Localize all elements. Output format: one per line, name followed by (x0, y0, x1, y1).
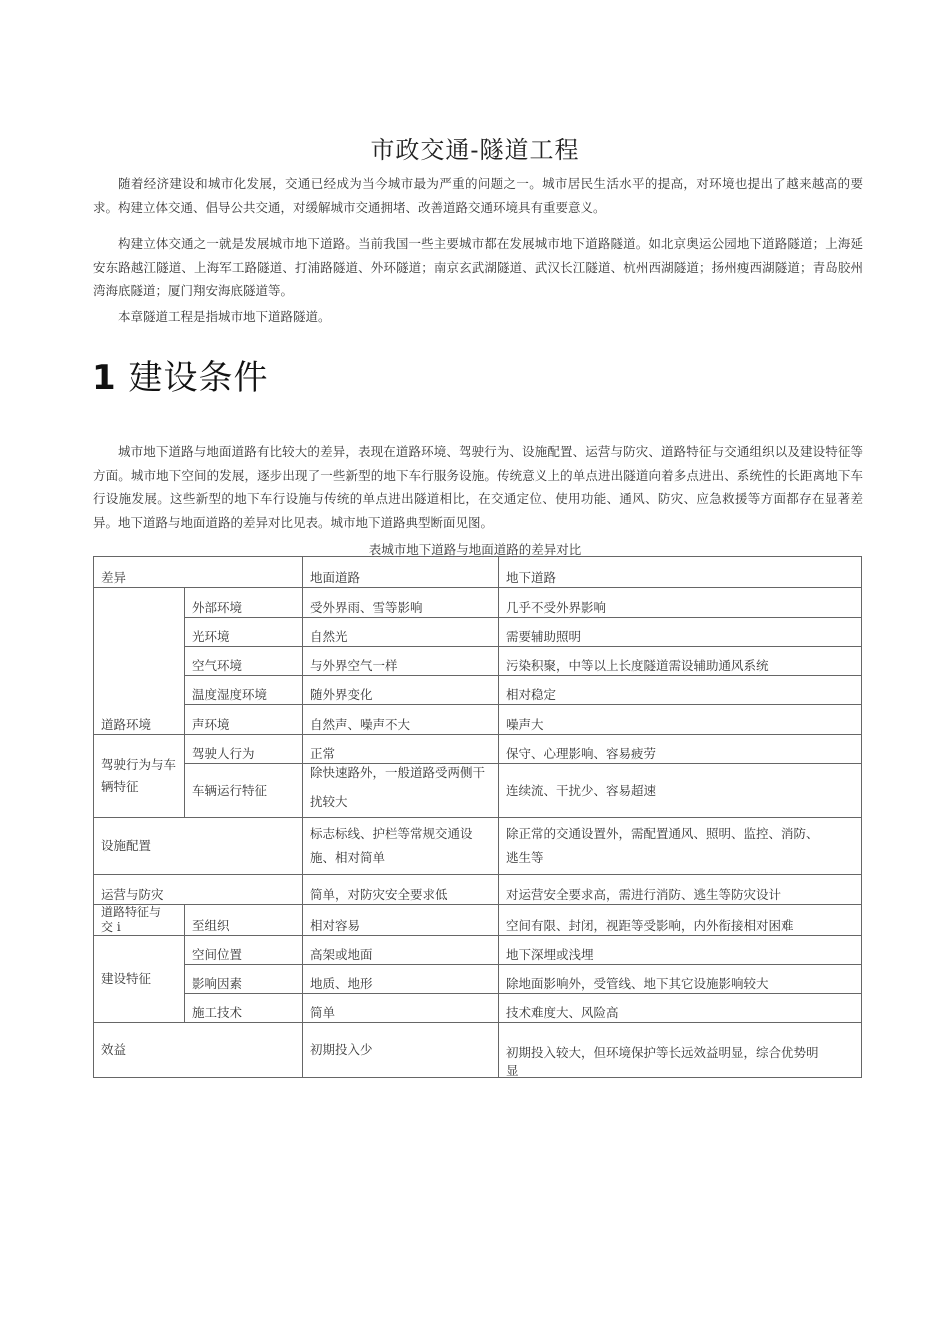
sub-label: 外部环境 (185, 588, 303, 618)
header-underground: 地下道路 (499, 557, 862, 588)
surface-cell: 高架或地面 (303, 936, 499, 965)
document-title: 市政交通-隧道工程 (370, 136, 580, 164)
underground-cell: 除地面影响外，受管线、地下其它设施影响较大 (499, 965, 862, 994)
underground-cell (499, 1023, 862, 1078)
underground-cell: 技术难度大、风险高 (499, 994, 862, 1023)
header-surface: 地面道路 (303, 557, 499, 588)
section-title: 建设条件 (128, 358, 269, 398)
table-row (94, 1023, 862, 1078)
surface-cell: 自然声、噪声不大 (303, 705, 499, 735)
underground-cell: 连续流、干扰少、容易超速 (499, 764, 862, 818)
underground-cell: 污染积聚，中等以上长度隧道需设辅助通风系统 (499, 647, 862, 676)
surface-line2: 施、相对简单 (310, 850, 386, 865)
group-road-feature-line2: 交 i (101, 920, 121, 934)
surface-cell: 相对容易 (303, 905, 499, 936)
underground-line2: 逃生等 (506, 850, 544, 865)
section-number: 1 (92, 358, 117, 398)
surface-line1: 标志标线、护栏等常规交通设 (310, 826, 473, 841)
underground-line2: 显 (506, 1065, 519, 1077)
surface-cell: 与外界空气一样 (303, 647, 499, 676)
underground-cell: 几乎不受外界影响 (499, 588, 862, 618)
table-header-row (94, 557, 862, 588)
group-driving-line2: 辆特征 (101, 779, 139, 794)
intro-paragraph-3: 本章隧道工程是指城市地下道路隧道。 (118, 309, 331, 324)
underground-cell: 空间有限、封闭，视距等受影响，内外衔接相对困难 (499, 905, 862, 936)
surface-cell: 简单，对防灾安全要求低 (303, 875, 499, 905)
surface-cell: 简单 (303, 994, 499, 1023)
table-row (94, 618, 862, 647)
sub-label: 空气环境 (185, 647, 303, 676)
sub-label: 车辆运行特征 (185, 764, 303, 818)
intro-paragraph-2: 构建立体交通之一就是发展城市地下道路。当前我国一些主要城市都在发展城市地下道路隧道。如北京奥运公园地下道路隧道；上海延安东路越江隧道、上海军工路隧道、打浦路隧道、外环隧道；南京玄武湖隧道、武汉长江隧道、杭州西湖隧道；扬州瘦西湖隧道；青岛胶州湾海底隧道；厦门翔安海底隧道等。 (93, 236, 863, 298)
sub-label: 温度湿度环境 (185, 676, 303, 705)
underground-cell: 对运营安全要求高，需进行消防、逃生等防灾设计 (499, 875, 862, 905)
underground-line1: 初期投入较大，但环境保护等长远效益明显，综合优势明 (506, 1045, 819, 1060)
table-row (94, 764, 862, 818)
table-row (94, 676, 862, 705)
surface-line1: 除快速路外，一般道路受两侧干 (310, 765, 486, 780)
table-caption: 表城市地下道路与地面道路的差异对比 (368, 542, 582, 557)
group-road-feature-line1: 道路特征与 (101, 905, 162, 919)
table-row (94, 588, 862, 618)
facility-label: 设施配置 (94, 818, 303, 875)
sub-label: 施工技术 (185, 994, 303, 1023)
surface-cell: 随外界变化 (303, 676, 499, 705)
sub-label: 声环境 (185, 705, 303, 735)
table-row (94, 905, 862, 936)
surface-cell: 受外界雨、雪等影响 (303, 588, 499, 618)
surface-cell: 初期投入少 (303, 1023, 499, 1078)
sub-label: 至组织 (185, 905, 303, 936)
sub-label: 光环境 (185, 618, 303, 647)
table-row (94, 936, 862, 965)
comparison-table (93, 556, 862, 1078)
underground-line1: 除正常的交通设置外，需配置通风、照明、监控、消防、 (506, 826, 819, 841)
underground-cell: 地下深埋或浅埋 (499, 936, 862, 965)
table-row (94, 994, 862, 1023)
table-row (94, 647, 862, 676)
header-diff: 差异 (94, 557, 303, 588)
group-road-environment: 道路环境 (94, 588, 185, 735)
surface-line2: 扰较大 (310, 794, 348, 809)
surface-cell: 地质、地形 (303, 965, 499, 994)
section-paragraph: 城市地下道路与地面道路有比较大的差异，表现在道路环境、驾驶行为、设施配置、运营与防灾、道路特征与交通组织以及建设特征等方面。城市地下空间的发展，逐步出现了一些新型的地下车行服务设施。传统意义上的单点进出隧道向着多点进出、系统性的长距离地下车行设施发展。这些新型的地下车行设施与传统的单点进出隧道相比，在交通定位、使用功能、通风、防灾、应急救援等方面都存在显著差异。地下道路与地面道路的差异对比见表。城市地下道路典型断面见图。 (93, 444, 863, 530)
underground-cell: 相对稳定 (499, 676, 862, 705)
sub-label: 空间位置 (185, 936, 303, 965)
group-road-feature (94, 905, 185, 936)
sub-label: 驾驶人行为 (185, 735, 303, 764)
section-heading (92, 350, 268, 399)
intro-paragraph-1: 随着经济建设和城市化发展，交通已经成为当今城市最为严重的问题之一。城市居民生活水平的提高，对环境也提出了越来越高的要求。构建立体交通、倡导公共交通，对缓解城市交通拥堵、改善道路交通环境具有重要意义。 (93, 176, 863, 215)
operation-label: 运营与防灾 (94, 875, 303, 905)
table-row (94, 735, 862, 764)
table-row (94, 818, 862, 875)
group-construction: 建设特征 (94, 936, 185, 1023)
group-driving-line1: 驾驶行为与车 (101, 757, 177, 772)
underground-cell: 噪声大 (499, 705, 862, 735)
surface-cell: 正常 (303, 735, 499, 764)
benefit-label: 效益 (94, 1023, 303, 1078)
underground-cell: 保守、心理影响、容易疲劳 (499, 735, 862, 764)
group-driving (94, 735, 185, 818)
table-row (94, 705, 862, 735)
surface-cell (303, 818, 499, 875)
underground-cell (499, 818, 862, 875)
table-row (94, 965, 862, 994)
table-row (94, 875, 862, 905)
underground-cell: 需要辅助照明 (499, 618, 862, 647)
sub-label: 影响因素 (185, 965, 303, 994)
surface-cell: 自然光 (303, 618, 499, 647)
surface-cell (303, 764, 499, 818)
